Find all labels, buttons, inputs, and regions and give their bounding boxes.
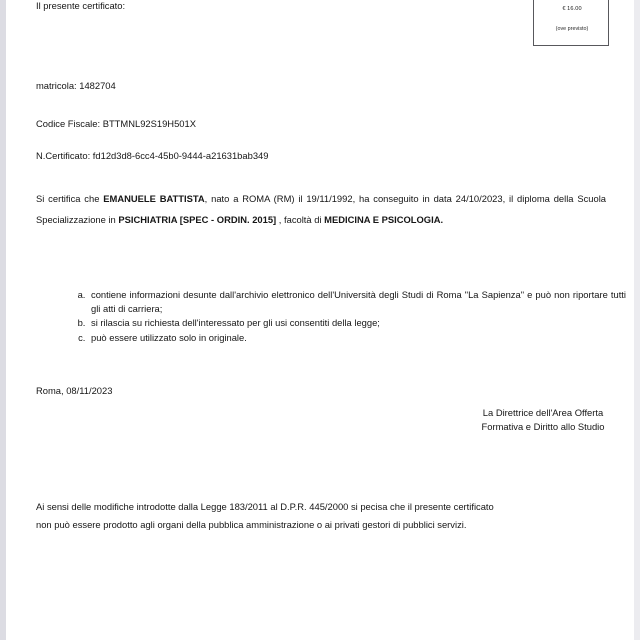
signature-block (450, 406, 636, 433)
list-item: a. contiene informazioni desunte dall'archivio elettronico dell'Università degli Studi di Roma "La Sapienza" e può non riportare tutti gli atti di carriera; (88, 288, 626, 316)
field-numero-certificato: N.Certificato: fd12d3d8-6cc4-45b0-9444-a21631bab349 (36, 150, 269, 161)
certification-paragraph (36, 188, 606, 230)
list-item: b. si rilascia su richiesta dell'interessato per gli usi consentiti della legge; (88, 316, 626, 330)
certificate-page (6, 0, 634, 640)
certification-text-part3: , facoltà di (276, 214, 325, 225)
list-item: c. può essere utilizzato solo in originale. (88, 331, 626, 345)
stamp-duty-amount: € 16.00 (562, 6, 582, 12)
page-gutter-right (634, 0, 640, 640)
course-name: PSICHIATRIA [SPEC - ORDIN. 2015] (118, 214, 277, 225)
signature-line-1: La Direttrice dell'Area Offerta (482, 407, 604, 418)
certification-text-part1: Si certifica che (36, 193, 104, 204)
signature-line-2: Formativa e Diritto allo Studio (481, 420, 605, 432)
legal-footnote (36, 498, 606, 534)
list-intro: Il presente certificato: (36, 0, 126, 11)
field-matricola: matricola: 1482704 (36, 80, 116, 91)
faculty-name: MEDICINA E PSICOLOGIA. (324, 214, 444, 225)
field-codice-fiscale: Codice Fiscale: BTTMNL92S19H501X (36, 118, 196, 129)
stamp-duty-note: (ove previsto) (555, 26, 589, 32)
legal-footnote-line-2: non può essere prodotto agli organi della pubblica amministrazione o ai privati gestori di pubblici servizi. (36, 519, 467, 530)
certification-text-part2: , nato a ROMA (RM) il 19/11/1992, ha conseguito in data 24/10/2023, il diploma della Scuola Specializzazione in (36, 193, 606, 225)
certificate-conditions-list (58, 288, 626, 345)
student-name: EMANUELE BATTISTA (103, 193, 205, 204)
place-and-date: Roma, 08/11/2023 (36, 385, 113, 396)
legal-footnote-line-1: Ai sensi delle modifiche introdotte dalla Legge 183/2011 al D.P.R. 445/2000 si pecisa che il presente certificato (36, 501, 494, 512)
